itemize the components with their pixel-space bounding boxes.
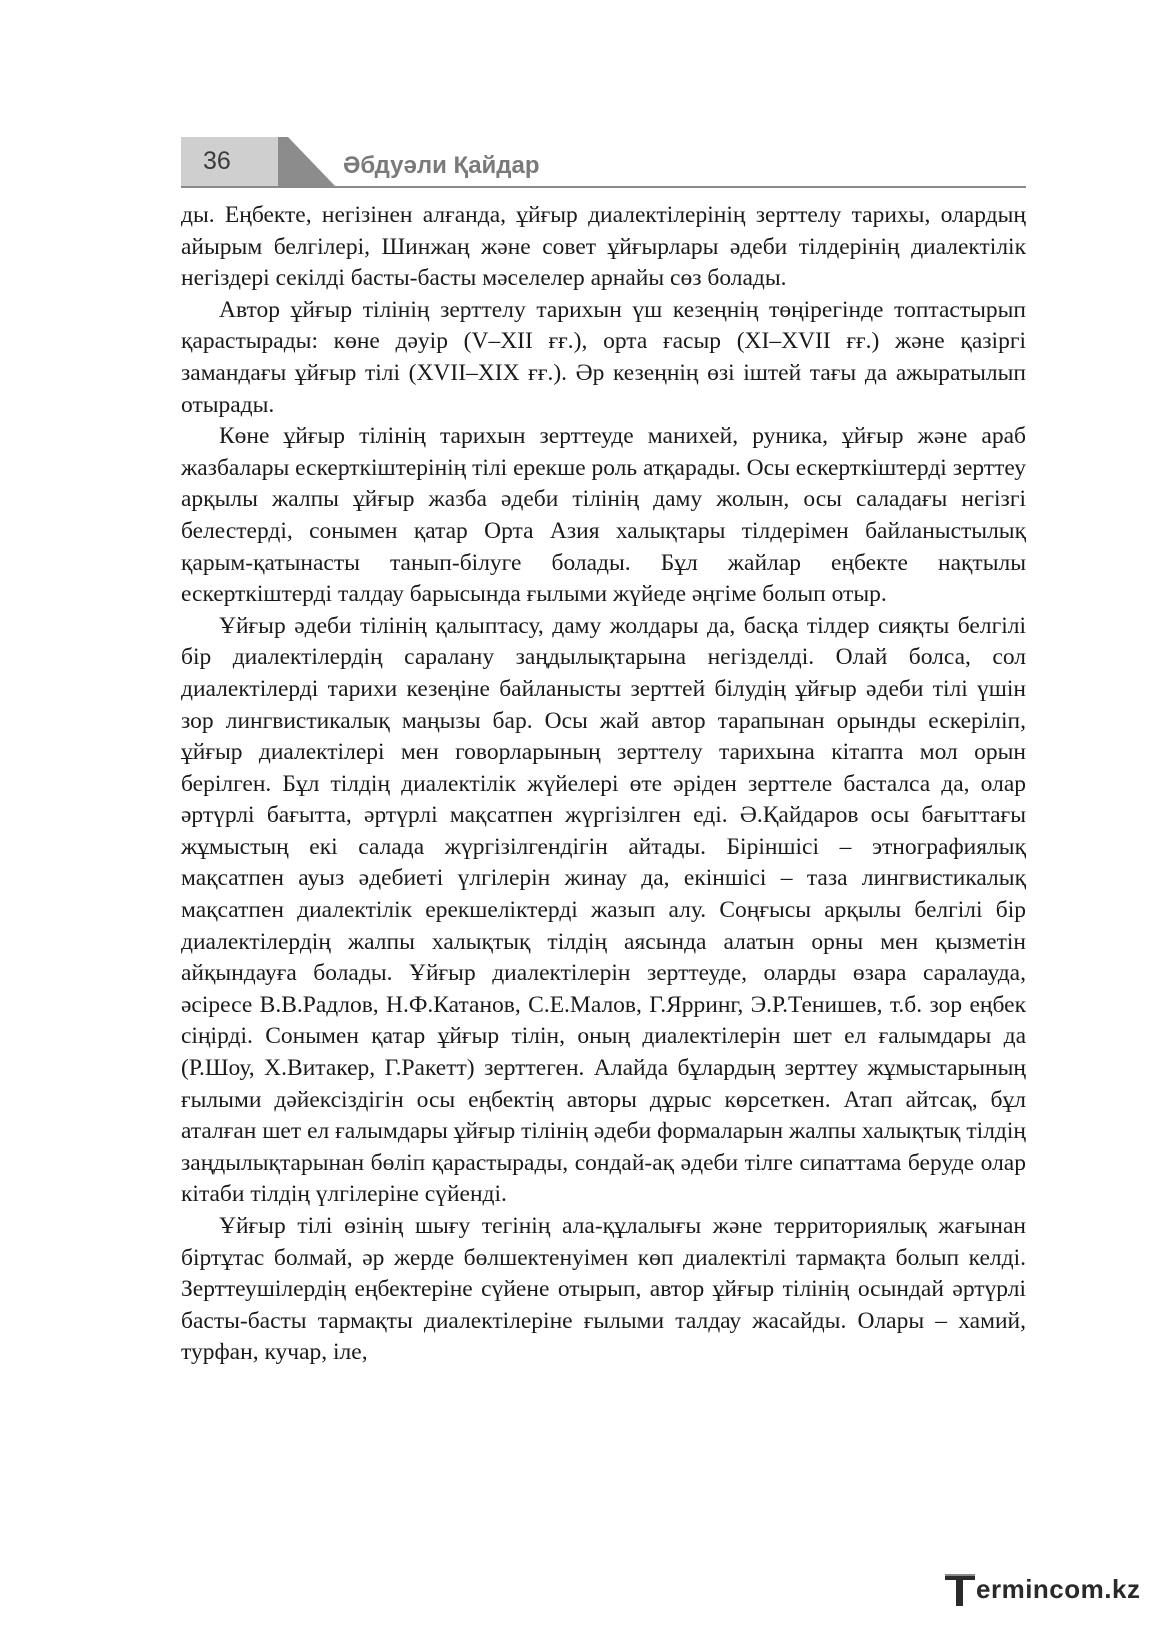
body-text — [181, 200, 1026, 1369]
paragraph: ды. Еңбекте, негізінен алғанда, ұйғыр диалектілерінің зерттелу тарихы, олардың айырым белгілері, Шинжаң және совет ұйғырлары әдеби тілдерінің диалектілік негіздері секілді басты-басты мәселелер арнайы сөз болады. — [181, 202, 1026, 292]
page-number-box — [181, 137, 279, 187]
header-wedge-shape — [278, 137, 338, 187]
paragraph: Ұйғыр әдеби тілінің қалыптасу, даму жолдары да, басқа тілдер сияқты белгілі бір диалектілердің саралану заңдылықтарына негізделді. Олай болса, сол диалектілерді тарихи кезеңіне байланысты зерттей білудің ұйғыр әдеби тілі үшін зор лингвистикалық маңызы бар. Осы жай автор тарапынан орынды ескеріліп, ұйғыр диалектілері мен говорларының зерттелу тарихына кітапта мол орын берілген. Бұл тілдің диалектілік жүйелері өте әріден зерттеле басталса да, олар әртүрлі бағытта, әртүрлі мақсатпен жүргізілген еді. Ә.Қайдаров осы бағыттағы жұмыстың екі салада жүргізілгендігін айтады. Біріншісі – этнографиялық мақсатпен ауыз әдебиеті үлгілерін жинау да, екіншісі – таза лингвистикалық мақсатпен диалектілік ерекшеліктерді жазып алу. Соңғысы арқылы белгілі бір диалектілердің жалпы халықтық тілдің аясында алатын орны мен қызметін айқындауға болады. Ұйғыр диалектілерін зерттеуде, оларды өзара саралауда, әсіресе В.В.Радлов, Н.Ф.Катанов, С.Е.Малов, Г.Ярринг, Э.Р.Тенишев, т.б. зор еңбек сіңірді. Сонымен қатар ұйғыр тілін, оның диалектілерін шет ел ғалымдары да (Р.Шоу, Х.Витакер, Г.Ракетт) зерттеген. Алайда бұлардың зерттеу жұмыстарының ғылыми дәйексіздігін осы еңбектің авторы дұрыс көрсеткен. Атап айтсақ, бұл аталған шет ел ғалымдары ұйғыр тілінің әдеби формаларын жалпы халықтық тілдің заңдылықтарынан бөліп қарастырады, сондай-ақ әдеби тілге сипаттама беруде олар кітаби тілдің үлгілеріне сүйенді. — [181, 612, 1026, 1208]
paragraph: Автор ұйғыр тілінің зерттелу тарихын үш кезеңнің төңірегінде топтастырып қарастырады: көне дәуір (V–XII ғғ.), орта ғасыр (XI–XVII ғғ.) және қазіргі замандағы ұйғыр тілі (XVII–XIX ғғ.). Әр кезеңнің өзі іштей тағы да ажыратылып отырады. — [181, 296, 1026, 418]
page-header — [181, 137, 1026, 187]
page-number: 36 — [203, 147, 231, 175]
watermark-t-icon — [944, 1570, 978, 1610]
paragraph: Ұйғыр тілі өзінің шығу тегінің ала-құлалығы және территориялық жағынан біртұтас болмай, әр жерде бөлшектенуімен көп диалектілі тармақта болып келді. Зерттеушілердің еңбектеріне сүйене отырып, автор ұйғыр тілінің осындай әртүрлі басты-басты тармақты диалектілеріне ғылыми талдау жасайды. Олары – хамий, турфан, кучар, іле, — [181, 1213, 1026, 1366]
paragraph: Көне ұйғыр тілінің тарихын зерттеуде манихей, руника, ұйғыр және араб жазбалары ескерткіштерінің тілі ерекше роль атқарады. Осы ескерткіштерді зерттеу арқылы жалпы ұйғыр жазба әдеби тілінің даму жолын, осы саладағы негізгі белестерді, сонымен қатар Орта Азия халықтары тілдерімен байланыстылық қарым-қатынасты танып-білуге болады. Бұл жайлар еңбекте нақтылы ескерткіштерді талдау барысында ғылыми жүйеде әңгіме болып отыр. — [181, 423, 1026, 608]
running-head-author: Әбдуәли Қайдар — [343, 152, 540, 179]
header-rule — [181, 186, 1026, 188]
watermark-text: ermincom.kz — [976, 1574, 1141, 1604]
watermark-logo — [944, 1568, 1144, 1612]
